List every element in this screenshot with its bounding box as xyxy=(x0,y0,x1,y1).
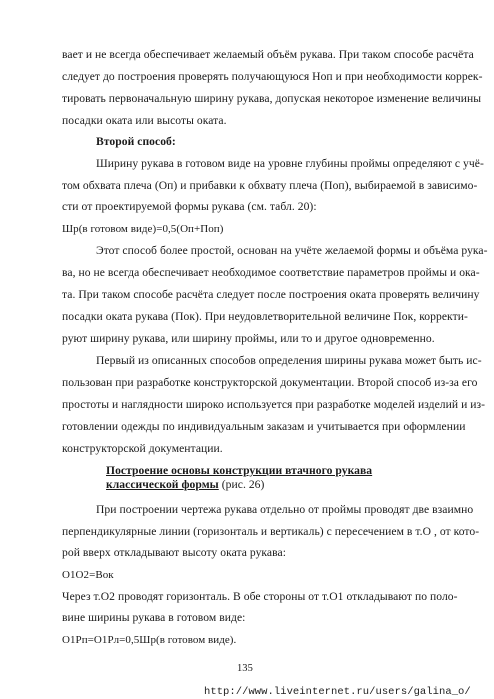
text-line: При построении чертежа рукава отдельно от проймы проводят две взаимно xyxy=(96,503,474,516)
text-line: вине ширины рукава в готовом виде: xyxy=(62,611,246,624)
text-line: Этот способ более простой, основан на учёте желаемой формы и объёма рука- xyxy=(96,244,488,257)
text-line: Через т.О2 проводят горизонталь. В обе стороны от т.О1 откладывают по поло- xyxy=(62,590,458,603)
page-number: 135 xyxy=(237,663,253,674)
section-title-part: классической формы xyxy=(106,478,219,491)
formula: Шр(в готовом виде)=0,5(Оп+Поп) xyxy=(62,223,224,235)
figure-reference: (рис. 26) xyxy=(218,478,265,491)
section-heading: Второй способ: xyxy=(96,135,176,148)
text-line: том обхвата плеча (Оп) и прибавки к обхвату плеча (Поп), выбираемой в зависимо- xyxy=(62,179,478,192)
section-title-line2 xyxy=(106,478,264,492)
formula: О1Рп=О1Рл=0,5Шр(в готовом виде). xyxy=(62,634,237,646)
text-line: тировать первоначальную ширину рукава, допуская некоторое изменение величины xyxy=(62,92,482,105)
text-line: та. При таком способе расчёта следует после построения оката проверять величину xyxy=(62,288,480,301)
text-line: вает и не всегда обеспечивает желаемый объём рукава. При таком способе расчёта xyxy=(62,48,474,61)
text-line: пользован при разработке конструкторской документации. Второй способ из-за его xyxy=(62,376,478,389)
footer-url: http://www.liveinternet.ru/users/galina_o/ xyxy=(204,686,471,698)
text-line: Первый из описанных способов определения ширины рукава может быть ис- xyxy=(96,354,482,367)
section-title: Построение основы конструкции втачного рукава xyxy=(106,464,373,477)
formula: О1О2=Вок xyxy=(62,569,114,581)
text-line: готовлении одежды по индивидуальным заказам и учитывается при оформлении xyxy=(62,420,466,433)
text-line: перпендикулярные линии (горизонталь и вертикаль) с пересечением в т.О , от кото- xyxy=(62,525,480,538)
text-line: сти от проектируемой формы рукава (см. табл. 20): xyxy=(62,200,317,213)
text-line: руют ширину рукава, или ширину проймы, или то и другое одновременно. xyxy=(62,332,435,345)
text-line: Ширину рукава в готовом виде на уровне глубины проймы определяют с учё- xyxy=(96,157,484,170)
text-line: простоты и наглядности широко используется при разработке моделей изделий и из- xyxy=(62,398,486,411)
text-line: посадки оката рукава (Пок). При неудовлетворительной величине Пок, корректи- xyxy=(62,310,468,323)
text-line: посадки оката или высоты оката. xyxy=(62,114,227,127)
text-line: следует до построения проверять получающуюся Ноп и при необходимости коррек- xyxy=(62,70,483,83)
text-line: ва, но не всегда обеспечивает необходимое соответствие параметров проймы и ока- xyxy=(62,266,480,279)
text-line: рой вверх откладывают высоту оката рукава: xyxy=(62,546,286,559)
text-line: конструкторской документации. xyxy=(62,442,223,455)
